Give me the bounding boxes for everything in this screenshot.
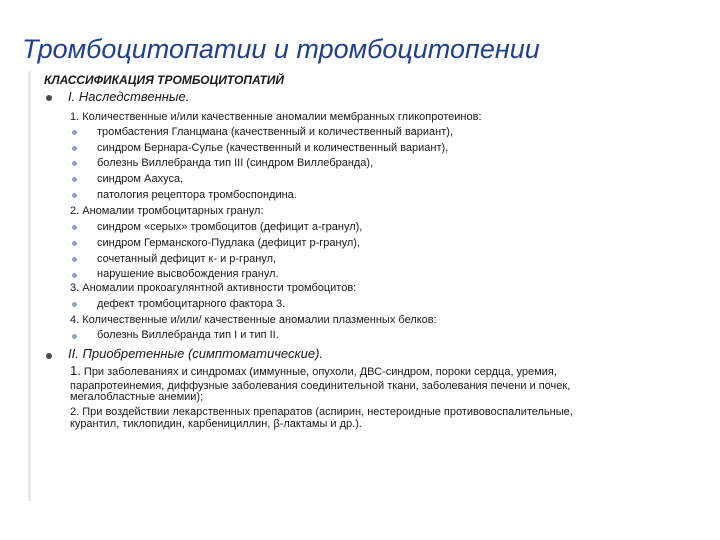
bullet-icon [72,302,77,307]
classification-heading: КЛАССИФИКАЦИЯ ТРОМБОЦИТОПАТИЙ [44,73,285,87]
list-item: сочетанный дефицит к- и р-гранул, [97,253,277,265]
bullet-icon [72,161,77,166]
item-number: 1. [70,363,81,378]
list-item: синдром Германского-Пудлака (дефицит р-гранул), [97,237,360,249]
bullet-icon [72,177,77,182]
hereditary-title: I. Наследственные. [68,89,190,104]
list-item: синдром Аахуса, [97,173,184,185]
paragraph-line: парапротеинемия, диффузные заболевания соединительной ткани, заболевания печени и почек, [70,380,571,392]
list-item: нарушение высвобождения гранул. [97,268,279,280]
bullet-icon [46,353,52,359]
list-item: 1. Количественные и/или качественные аномалии мембранных гликопротеинов: [70,111,482,123]
left-divider [28,71,31,501]
list-item: синдром «серых» тромбоцитов (дефицит а-гранул), [97,221,363,233]
bullet-icon [72,225,77,230]
list-item: патология рецептора тромбоспондина. [97,189,297,201]
paragraph-line: мегалобластные анемии); [70,391,204,403]
list-item: 3. Аномалии прокоагулянтной активности тромбоцитов: [70,282,357,294]
bullet-icon [72,241,77,246]
bullet-icon [72,257,77,262]
list-item: болезнь Виллебранда тип I и тип II. [97,329,279,341]
list-item: дефект тромбоцитарного фактора 3. [97,298,286,310]
list-item: 4. Количественные и/или/ качественные аномалии плазменных белков: [70,314,437,326]
paragraph-line: 2. При воздействии лекарственных препаратов (аспирин, нестероидные противовоспалительные, [70,406,573,418]
list-item: синдром Бернара-Сулье (качественный и количественный вариант), [97,142,449,154]
bullet-icon [72,193,77,198]
slide-title: Тромбоцитопатии и тромбоцитопении [22,34,540,64]
bullet-icon [72,334,77,339]
paragraph-line [70,364,557,379]
bullet-icon [72,273,77,278]
paragraph-line: курантил, тиклопидин, карбенициллин, β-лактамы и др.). [70,418,362,430]
list-item: 2. Аномалии тромбоцитарных гранул: [70,205,264,217]
bullet-icon [72,146,77,151]
bullet-icon [72,130,77,135]
item-text: При заболеваниях и синдромах (иммунные, опухоли, ДВС-синдром, пороки сердца, уремия, [83,366,557,378]
bullet-icon [46,95,52,101]
list-item: тромбастения Гланцмана (качественный и количественный вариант), [97,126,454,138]
acquired-title: II. Приобретенные (симптоматические). [68,346,324,361]
list-item: болезнь Виллебранда тип III (синдром Виллебранда), [97,157,374,169]
